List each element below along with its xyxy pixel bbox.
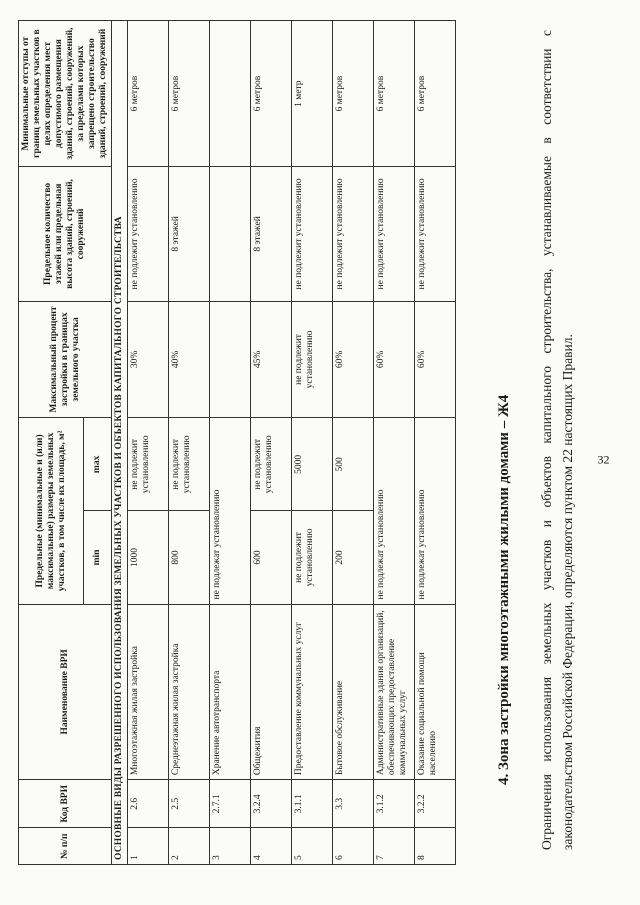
cell-max: не подлежит установлению	[251, 418, 292, 511]
cell-code: 3.1.1	[292, 780, 333, 828]
cell-code: 3.2.2	[415, 780, 456, 828]
header-num: № п/п	[19, 828, 112, 865]
cell-name: Общежития	[251, 604, 292, 780]
cell-offset: 1 метр	[292, 21, 333, 167]
cell-num: 3	[210, 828, 251, 865]
cell-offset: 6 метров	[251, 21, 292, 167]
page-number: 32	[597, 452, 610, 467]
cell-code: 3.1.2	[374, 780, 415, 828]
table-row	[128, 21, 169, 865]
cell-offset: 6 метров	[169, 21, 210, 167]
cell-min: 600	[251, 511, 292, 604]
table-row	[374, 21, 415, 865]
cell-pct: 60%	[374, 301, 415, 418]
cell-min: 200	[333, 511, 374, 604]
cell-offset	[210, 21, 251, 167]
cell-offset: 6 метров	[415, 21, 456, 167]
cell-pct: 30%	[128, 301, 169, 418]
cell-code: 3.2.4	[251, 780, 292, 828]
header-min: min	[84, 511, 112, 604]
cell-floors	[210, 167, 251, 301]
cell-pct: 40%	[169, 301, 210, 418]
cell-name: Хранение автотранспорта	[210, 604, 251, 780]
cell-num: 6	[333, 828, 374, 865]
cell-name: Предоставление коммунальных услуг	[292, 604, 333, 780]
cell-pct: 60%	[415, 301, 456, 418]
cell-pct: 60%	[333, 301, 374, 418]
cell-name: Бытовое обслуживание	[333, 604, 374, 780]
table-row	[169, 21, 210, 865]
cell-floors: не подлежит установлению	[128, 167, 169, 301]
header-max: max	[84, 418, 112, 511]
cell-max: 500	[333, 418, 374, 511]
cell-floors: не подлежит установлению	[292, 167, 333, 301]
cell-floors: не подлежит установлению	[415, 167, 456, 301]
cell-num: 5	[292, 828, 333, 865]
table-row	[210, 21, 251, 865]
header-floors: Предельное количество этажей или предельная высота зданий, строений, сооружений	[19, 167, 112, 301]
cell-max: не подлежит установлению	[169, 418, 210, 511]
cell-num: 1	[128, 828, 169, 865]
header-pct: Максимальный процент застройки в границах земельного участка	[19, 301, 112, 418]
header-size: Предельные (минимальные и (или) максимальные) размеры земельных участков, в том числе их площадь, м²	[19, 418, 84, 604]
cell-code: 2.5	[169, 780, 210, 828]
cell-pct: не подлежит установлению	[292, 301, 333, 418]
cell-floors: не подлежит установлению	[374, 167, 415, 301]
cell-code: 3.3	[333, 780, 374, 828]
cell-code: 2.6	[128, 780, 169, 828]
table-row	[251, 21, 292, 865]
cell-merged: не подлежат установлению	[374, 418, 415, 604]
cell-pct	[210, 301, 251, 418]
cell-merged: не подлежат установлению	[415, 418, 456, 604]
cell-num: 7	[374, 828, 415, 865]
cell-num: 4	[251, 828, 292, 865]
zone-title: 4. Зона застройки многоэтажными жилыми домами – Ж4	[496, 394, 512, 785]
table-row	[292, 21, 333, 865]
cell-min: 1000	[128, 511, 169, 604]
cell-max: не подлежит установлению	[128, 418, 169, 511]
header-offset: Минимальные отступы от границ земельных участков в целях определения мест допустимого размещения зданий, строений, сооружений, за пределами которых запрещено строительство зданий, строений, сооружений	[19, 21, 112, 167]
cell-code: 2.7.1	[210, 780, 251, 828]
header-name: Наименование ВРИ	[19, 604, 112, 780]
cell-max: 5000	[292, 418, 333, 511]
cell-name: Многоэтажная жилая застройка	[128, 604, 169, 780]
cell-num: 2	[169, 828, 210, 865]
cell-floors: 8 этажей	[251, 167, 292, 301]
cell-min: не подлежит установлению	[292, 511, 333, 604]
cell-offset: 6 метров	[374, 21, 415, 167]
cell-name: Среднеэтажная жилая застройка	[169, 604, 210, 780]
cell-merged: не подлежат установлению	[210, 418, 251, 604]
table-row	[415, 21, 456, 865]
cell-name: Оказание социальной помощи населению	[415, 604, 456, 780]
table-row	[333, 21, 374, 865]
header-code: Код ВРИ	[19, 780, 112, 828]
cell-min: 800	[169, 511, 210, 604]
cell-floors: не подлежит установлению	[333, 167, 374, 301]
cell-offset: 6 метров	[128, 21, 169, 167]
intro-paragraph: Ограничения использования земельных участков и объектов капитального строительства, устанавливаемые в соответствии с законодательством Российской Федерации, определяются пунктом 22 настоящих Правил.	[539, 30, 575, 850]
cell-offset: 6 метров	[333, 21, 374, 167]
cell-pct: 45%	[251, 301, 292, 418]
section-title: ОСНОВНЫЕ ВИДЫ РАЗРЕШЕННОГО ИСПОЛЬЗОВАНИЯ ЗЕМЕЛЬНЫХ УЧАСТКОВ И ОБЪЕКТОВ КАПИТАЛЬНОГО СТРОИТЕЛЬСТВА	[112, 21, 128, 865]
cell-name: Административные здания организаций, обеспечивающих предоставление коммунальных услуг	[374, 604, 415, 780]
regulations-table	[18, 20, 456, 865]
cell-num: 8	[415, 828, 456, 865]
cell-floors: 8 этажей	[169, 167, 210, 301]
